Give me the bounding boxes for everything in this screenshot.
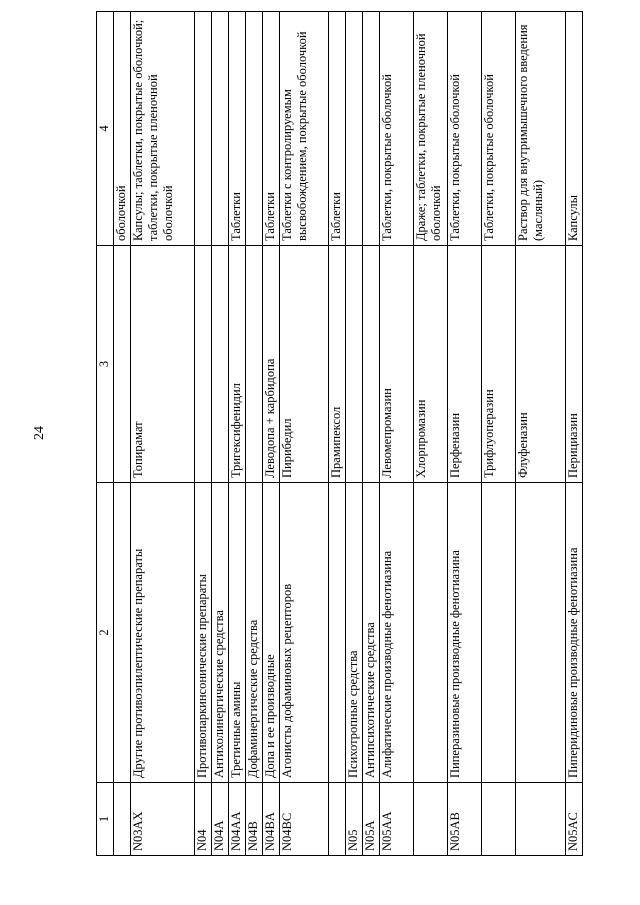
cell-group: Алифатические производные фенотиазина [380, 483, 414, 783]
cell-code: N05AC [566, 783, 583, 856]
cell-code: N04B [246, 783, 263, 856]
cell-code: N05AB [448, 783, 482, 856]
cell-form [195, 12, 212, 246]
cell-code: N05A [363, 783, 380, 856]
cell-form: оболочкой [114, 12, 131, 246]
cell-code: N04BC [280, 783, 329, 856]
table-row [346, 12, 363, 856]
cell-code [329, 783, 346, 856]
drug-table [96, 11, 583, 856]
table-row [363, 12, 380, 856]
cell-drug [195, 246, 212, 483]
table-row [414, 12, 448, 856]
cell-form: Раствор для внутримышечного введения (масляный) [516, 12, 566, 246]
header-col-2: 2 [97, 483, 114, 783]
table-row [448, 12, 482, 856]
cell-drug: Трифлуоперазин [482, 246, 516, 483]
cell-group: Антипсихотические средства [363, 483, 380, 783]
cell-form: Таблетки [329, 12, 346, 246]
cell-group [329, 483, 346, 783]
cell-code [482, 783, 516, 856]
cell-code [414, 783, 448, 856]
cell-form: Таблетки [229, 12, 246, 246]
table-row [329, 12, 346, 856]
table-row [195, 12, 212, 856]
cell-group: Антихолинергические средства [212, 483, 229, 783]
cell-group: Агонисты дофаминовых рецепторов [280, 483, 329, 783]
cell-group [114, 483, 131, 783]
table-row [246, 12, 263, 856]
cell-group: Допа и ее производные [263, 483, 280, 783]
rotated-table-container [96, 12, 580, 856]
cell-drug: Перициазин [566, 246, 583, 483]
cell-drug: Леводопа + карбидопа [263, 246, 280, 483]
cell-code: N04BA [263, 783, 280, 856]
cell-form: Таблетки, покрытые оболочкой [380, 12, 414, 246]
table-row [114, 12, 131, 856]
cell-drug: Прамипексол [329, 246, 346, 483]
cell-drug: Флуфеназин [516, 246, 566, 483]
header-col-4: 4 [97, 12, 114, 246]
cell-group: Другие противоэпилептические препараты [131, 483, 195, 783]
cell-code: N05 [346, 783, 363, 856]
header-col-1: 1 [97, 783, 114, 856]
cell-group: Пиперазиновые производные фенотиазина [448, 483, 482, 783]
cell-drug: Тригексифенидил [229, 246, 246, 483]
cell-form [363, 12, 380, 246]
cell-form [346, 12, 363, 246]
cell-group: Противопаркинсонические препараты [195, 483, 212, 783]
table-row [482, 12, 516, 856]
cell-form: Таблетки с контролируемым высвобождением, покрытые оболочкой [280, 12, 329, 246]
cell-drug: Топирамат [131, 246, 195, 483]
cell-form: Таблетки, покрытые оболочкой [482, 12, 516, 246]
cell-group [414, 483, 448, 783]
cell-code: N05AA [380, 783, 414, 856]
cell-form [246, 12, 263, 246]
header-row [97, 12, 114, 856]
page-number: 24 [32, 426, 47, 440]
cell-form: Капсулы [566, 12, 583, 246]
cell-drug [246, 246, 263, 483]
table-row [566, 12, 583, 856]
table-row [380, 12, 414, 856]
cell-code: N04AA [229, 783, 246, 856]
cell-form: Драже; таблетки, покрытые пленочной оболочкой [414, 12, 448, 246]
cell-drug [114, 246, 131, 483]
cell-form: Капсулы; таблетки, покрытые оболочкой; таблетки, покрытые пленочной оболочкой [131, 12, 195, 246]
cell-code: N03AX [131, 783, 195, 856]
cell-code: N04 [195, 783, 212, 856]
table-row [212, 12, 229, 856]
cell-form: Таблетки, покрытые оболочкой [448, 12, 482, 246]
cell-group: Третичные амины [229, 483, 246, 783]
cell-drug: Хлорпромазин [414, 246, 448, 483]
cell-code [114, 783, 131, 856]
cell-drug: Пирибедил [280, 246, 329, 483]
cell-group [516, 483, 566, 783]
cell-group: Дофаминергические средства [246, 483, 263, 783]
table-row [229, 12, 246, 856]
table-row [280, 12, 329, 856]
table-row [131, 12, 195, 856]
cell-form [212, 12, 229, 246]
cell-group [482, 483, 516, 783]
cell-form: Таблетки [263, 12, 280, 246]
cell-group: Психотропные средства [346, 483, 363, 783]
cell-code: N04A [212, 783, 229, 856]
cell-drug [346, 246, 363, 483]
cell-code [516, 783, 566, 856]
cell-drug [363, 246, 380, 483]
header-col-3: 3 [97, 246, 114, 483]
table-row [263, 12, 280, 856]
cell-drug: Левомепромазин [380, 246, 414, 483]
table-row [516, 12, 566, 856]
cell-drug: Перфеназин [448, 246, 482, 483]
cell-group: Пиперидиновые производные фенотиазина [566, 483, 583, 783]
cell-drug [212, 246, 229, 483]
